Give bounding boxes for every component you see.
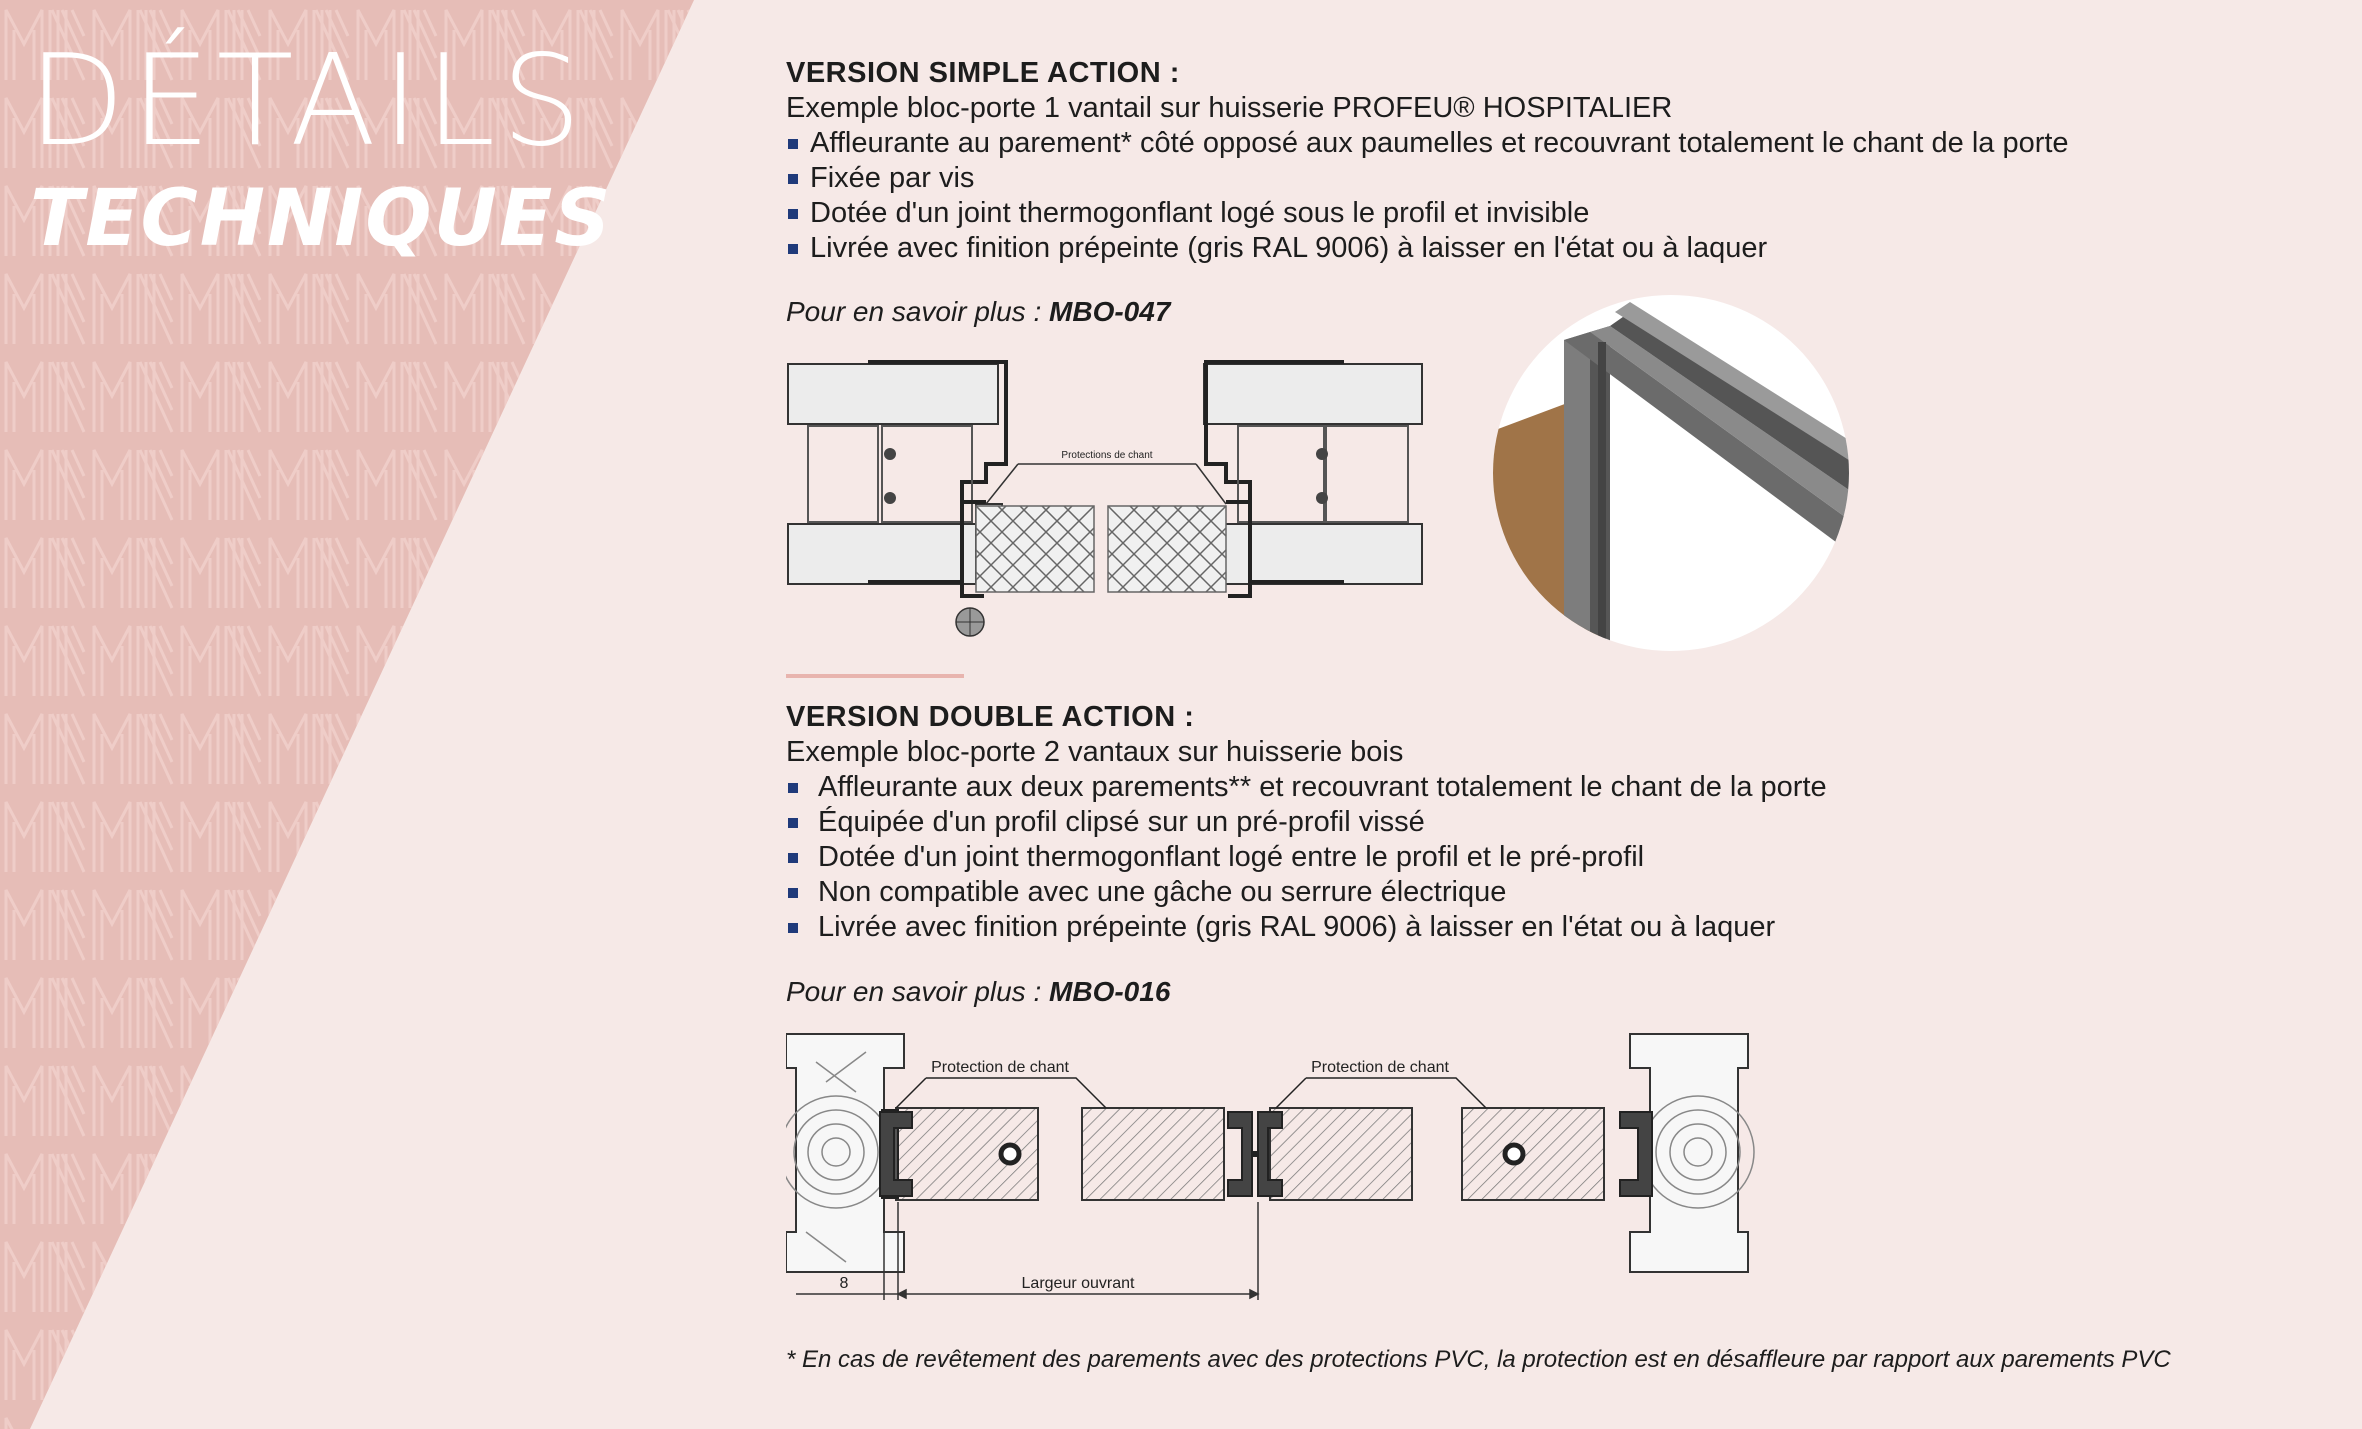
- diagram-label: Protections de chant: [1061, 450, 1153, 461]
- double-more-info: [786, 976, 1170, 1008]
- more-label: Pour en savoir plus :: [786, 976, 1042, 1007]
- section-divider: [786, 674, 964, 678]
- leaf-cores: [976, 506, 1226, 592]
- double-action-section: [786, 700, 1827, 945]
- footnote: * En cas de revêtement des parements avec des protections PVC, la protection est en désaffleure par rapport aux parements PVC: [786, 1346, 2171, 1373]
- list-item: Fixée par vis: [786, 161, 2069, 196]
- dimension-small: 8: [839, 1275, 849, 1292]
- double-action-section-drawing: [786, 1032, 1756, 1302]
- double-subtitle: Exemple bloc-porte 2 vantaux sur huisserie bois: [786, 736, 1404, 768]
- simple-bullet-list: [786, 126, 2069, 266]
- double-bullet-list: [786, 770, 1827, 945]
- list-item: Dotée d'un joint thermogonflant logé entre le profil et le pré-profil: [786, 840, 1827, 875]
- diagram-label-left: Protection de chant: [931, 1059, 1069, 1076]
- simple-action-section: [786, 56, 2069, 266]
- list-item: Livrée avec finition prépeinte (gris RAL 9006) à laisser en l'état ou à laquer: [786, 231, 2069, 266]
- simple-action-section-drawing: [786, 354, 1426, 644]
- more-label: Pour en savoir plus :: [786, 296, 1042, 327]
- list-item: Équipée d'un profil clipsé sur un pré-profil vissé: [786, 805, 1827, 840]
- diagram-label-right: Protection de chant: [1311, 1059, 1449, 1076]
- simple-heading: VERSION SIMPLE ACTION :: [786, 57, 1180, 89]
- simple-subtitle: Exemple bloc-porte 1 vantail sur huisserie PROFEU® HOSPITALIER: [786, 92, 1673, 124]
- reference-link[interactable]: MBO-016: [1049, 976, 1171, 1007]
- page-title: DÉTAILS: [28, 27, 588, 174]
- list-item: Non compatible avec une gâche ou serrure électrique: [786, 875, 1827, 910]
- list-item: Dotée d'un joint thermogonflant logé sous le profil et invisible: [786, 196, 2069, 231]
- page-subtitle: TECHNIQUES: [30, 174, 613, 264]
- frame-3d-render: [1490, 292, 1852, 654]
- dimension-label: Largeur ouvrant: [1021, 1275, 1135, 1292]
- simple-more-info: [786, 296, 1170, 328]
- reference-link[interactable]: MBO-047: [1049, 296, 1171, 327]
- double-heading: VERSION DOUBLE ACTION :: [786, 701, 1195, 733]
- list-item: Affleurante au parement* côté opposé aux paumelles et recouvrant totalement le chant de la porte: [786, 126, 2069, 161]
- list-item: Affleurante aux deux parements** et recouvrant totalement le chant de la porte: [786, 770, 1827, 805]
- list-item: Livrée avec finition prépeinte (gris RAL 9006) à laisser en l'état ou à laquer: [786, 910, 1827, 945]
